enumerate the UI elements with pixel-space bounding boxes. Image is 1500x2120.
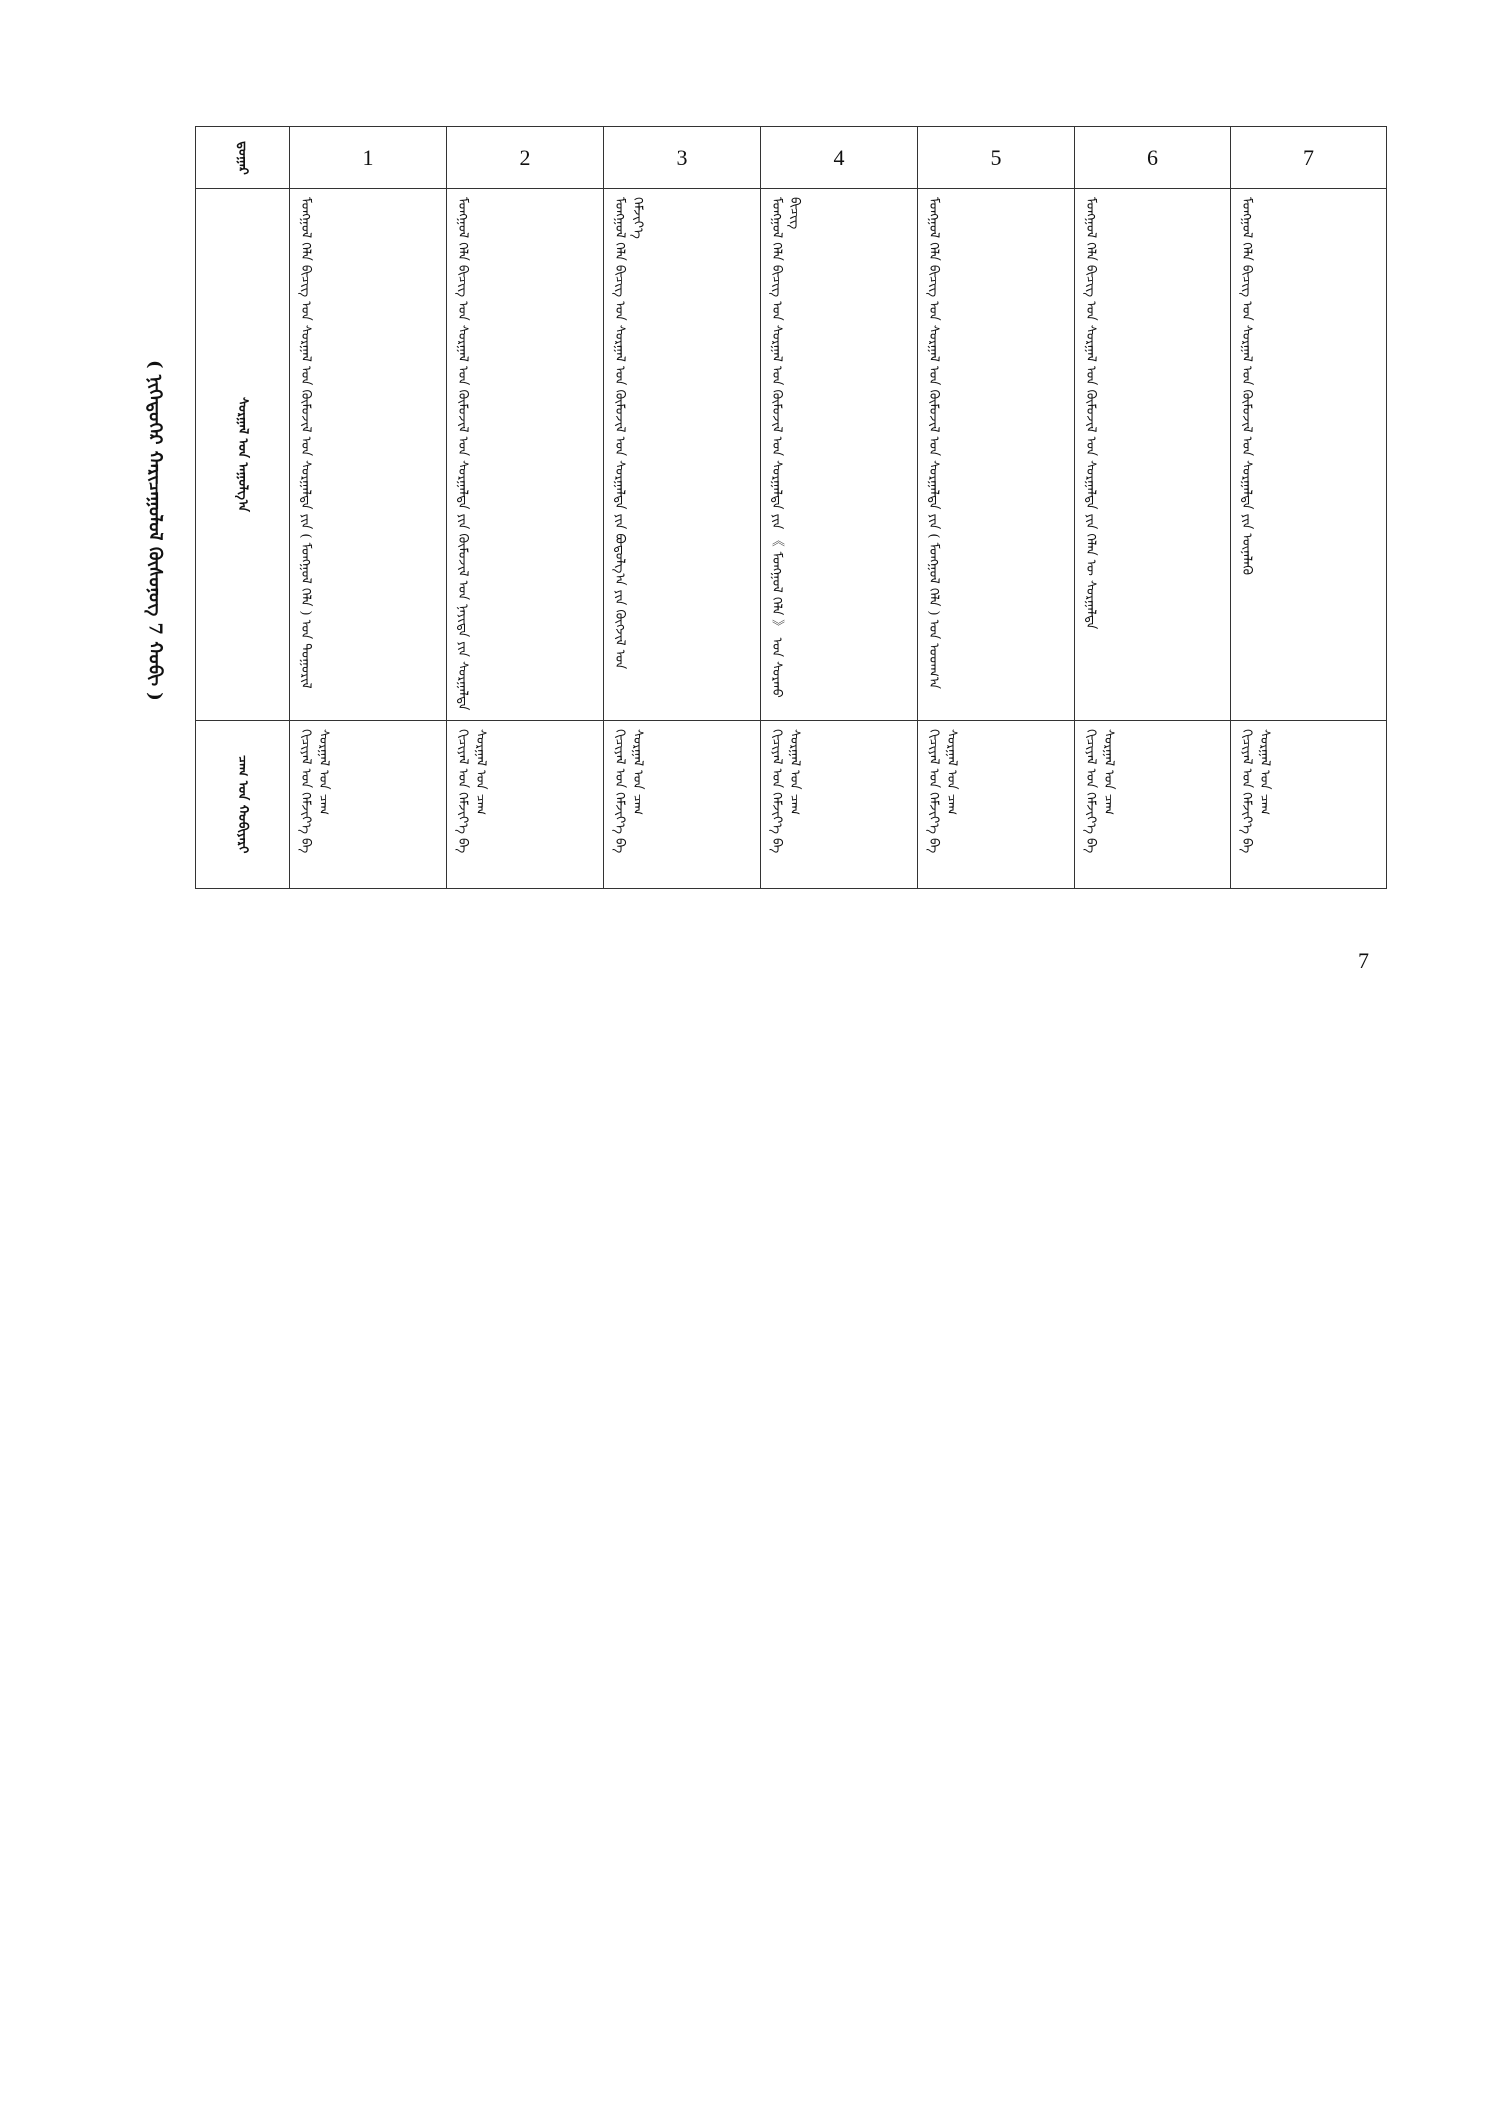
- column-number: 6: [1075, 127, 1231, 189]
- course-table: [195, 126, 1387, 889]
- hours-cell: [761, 721, 918, 889]
- column-number: 7: [1231, 127, 1387, 189]
- hours-header-cell: [196, 721, 290, 889]
- table-content-row: [196, 189, 1387, 721]
- content-cell: [290, 189, 447, 721]
- table-caption: ( ᠨᠢᠭᠡᠳᠦᠭᠡᠷ ᠬᠠᠷᠢᠴᠠᠭᠤᠯᠤᠯ ᠬᠦᠰᠦᠨᠦᠭ 7 ᠬᠤᠪᠢ ): [144, 359, 166, 701]
- hours-text: ᠬᠢᠴᠢᠶᠡᠯ ᠤᠨ ᠬᠡᠮᠵᠢᠶ᠎ᠡ ᠪᠠ ᠰᠤᠷᠭᠠᠯ ᠤᠨ ᠴᠠᠭ: [1083, 729, 1116, 858]
- hours-text: ᠬᠢᠴᠢᠶᠡᠯ ᠤᠨ ᠬᠡᠮᠵᠢᠶ᠎ᠡ ᠪᠠ ᠰᠤᠷᠭᠠᠯ ᠤᠨ ᠴᠠᠭ: [926, 729, 959, 858]
- content-cell: [761, 189, 918, 721]
- hours-header-label: ᠴᠠᠭ ᠤᠨ ᠬᠤᠪᠢᠶᠠᠷᠢ: [235, 755, 250, 854]
- hours-cell: [1075, 721, 1231, 889]
- content-text: ᠮᠣᠩᠭᠣᠯ ᠬᠡᠯᠡ ᠪᠢᠴᠢᠭ ᠤᠨ ᠰᠤᠷᠭᠠᠯ ᠤᠨ ᠬᠦᠮᠦᠵᠢᠯ ᠤᠨ ᠰᠤᠷᠭᠠᠯᠲᠠ ᠶᠢᠨ ᠪᠣᠳᠣᠯᠭ᠎ᠠ ᠶᠢᠨ ᠬᠥᠭᠵᠢᠯ ᠤᠨ ᠬᠡᠮᠵᠢᠶ᠎ᠡ: [612, 197, 645, 674]
- content-text: ᠮᠣᠩᠭᠣᠯ ᠬᠡᠯᠡ ᠪᠢᠴᠢᠭ ᠤᠨ ᠰᠤᠷᠭᠠᠯ ᠤᠨ ᠬᠦᠮᠦᠵᠢᠯ ᠤᠨ ᠰᠤᠷᠭᠠᠯᠲᠠ ᠶᠢᠨ ᠬᠦᠮᠦᠵᠢᠯ ᠤᠨ ᠨᠡᠶᠢᠲᠡ ᠶᠢᠨ ᠰᠤᠷᠭᠠᠯᠲᠠ: [455, 197, 470, 711]
- hours-cell: [1231, 721, 1387, 889]
- hours-text: ᠬᠢᠴᠢᠶᠡᠯ ᠤᠨ ᠬᠡᠮᠵᠢᠶ᠎ᠡ ᠪᠠ ᠰᠤᠷᠭᠠᠯ ᠤᠨ ᠴᠠᠭ: [455, 729, 488, 858]
- hours-cell: [447, 721, 604, 889]
- content-cell: [1231, 189, 1387, 721]
- hours-cell: [290, 721, 447, 889]
- hours-text: ᠬᠢᠴᠢᠶᠡᠯ ᠤᠨ ᠬᠡᠮᠵᠢᠶ᠎ᠡ ᠪᠠ ᠰᠤᠷᠭᠠᠯ ᠤᠨ ᠴᠠᠭ: [298, 729, 331, 858]
- content-text: ᠮᠣᠩᠭᠣᠯ ᠬᠡᠯᠡ ᠪᠢᠴᠢᠭ ᠤᠨ ᠰᠤᠷᠭᠠᠯ ᠤᠨ ᠬᠦᠮᠦᠵᠢᠯ ᠤᠨ ᠰᠤᠷᠭᠠᠯᠲᠠ ᠶᠢᠨ ( ᠮᠣᠩᠭᠣᠯ ᠬᠡᠯᠡ ) ᠤᠨ ᠲᠤᠭᠤᠷᠢᠯ: [298, 197, 313, 689]
- hours-text: ᠬᠢᠴᠢᠶᠡᠯ ᠤᠨ ᠬᠡᠮᠵᠢᠶ᠎ᠡ ᠪᠠ ᠰᠤᠷᠭᠠᠯ ᠤᠨ ᠴᠠᠭ: [1239, 729, 1272, 858]
- column-number: 3: [604, 127, 761, 189]
- column-number: 5: [918, 127, 1075, 189]
- content-text: ᠮᠣᠩᠭᠣᠯ ᠬᠡᠯᠡ ᠪᠢᠴᠢᠭ ᠤᠨ ᠰᠤᠷᠭᠠᠯ ᠤᠨ ᠬᠦᠮᠦᠵᠢᠯ ᠤᠨ ᠰᠤᠷᠭᠠᠯᠲᠠ ᠶᠢᠨ 《 ᠮᠣᠩᠭᠣᠯ ᠬᠡᠯᠡ 》 ᠤᠨ ᠰᠤᠷᠬᠤ ᠪᠢᠴᠢᠭ: [769, 197, 802, 702]
- content-header-cell: [196, 189, 290, 721]
- content-text: ᠮᠣᠩᠭᠣᠯ ᠬᠡᠯᠡ ᠪᠢᠴᠢᠭ ᠤᠨ ᠰᠤᠷᠭᠠᠯ ᠤᠨ ᠬᠦᠮᠦᠵᠢᠯ ᠤᠨ ᠰᠤᠷᠭᠠᠯᠲᠠ ᠶᠢᠨ ᠦᠨᠡᠯᠡᠬᠦ: [1239, 197, 1254, 576]
- header-corner-label: ᠳ᠋ᠤᠭᠠᠷ: [235, 140, 250, 175]
- content-cell: [604, 189, 761, 721]
- content-cell: [1075, 189, 1231, 721]
- column-number: 2: [447, 127, 604, 189]
- hours-cell: [918, 721, 1075, 889]
- header-corner-cell: [196, 127, 290, 189]
- content-header-label: ᠰᠤᠷᠭᠠᠯ ᠤᠨ ᠠᠭᠤᠯᠭ᠎ᠠ: [235, 396, 250, 512]
- content-cell: [918, 189, 1075, 721]
- hours-cell: [604, 721, 761, 889]
- column-number: 1: [290, 127, 447, 189]
- table-hours-row: [196, 721, 1387, 889]
- hours-text: ᠬᠢᠴᠢᠶᠡᠯ ᠤᠨ ᠬᠡᠮᠵᠢᠶ᠎ᠡ ᠪᠠ ᠰᠤᠷᠭᠠᠯ ᠤᠨ ᠴᠠᠭ: [769, 729, 802, 858]
- column-number: 4: [761, 127, 918, 189]
- content-text: ᠮᠣᠩᠭᠣᠯ ᠬᠡᠯᠡ ᠪᠢᠴᠢᠭ ᠤᠨ ᠰᠤᠷᠭᠠᠯ ᠤᠨ ᠬᠦᠮᠦᠵᠢᠯ ᠤᠨ ᠰᠤᠷᠭᠠᠯᠲᠠ ᠶᠢᠨ ᠬᠡᠯᠡᠨ ᠦ ᠰᠤᠷᠭᠠᠯᠲᠠ: [1083, 197, 1098, 630]
- table-number-row: [196, 127, 1387, 189]
- content-cell: [447, 189, 604, 721]
- content-text: ᠮᠣᠩᠭᠣᠯ ᠬᠡᠯᠡ ᠪᠢᠴᠢᠭ ᠤᠨ ᠰᠤᠷᠭᠠᠯ ᠤᠨ ᠬᠦᠮᠦᠵᠢᠯ ᠤᠨ ᠰᠤᠷᠭᠠᠯᠲᠠ ᠶᠢᠨ ( ᠮᠣᠩᠭᠣᠯ ᠬᠡᠯᠡ ) ᠤᠨ ᠤᠳᠬ᠎ᠠ: [926, 197, 941, 689]
- page-number: 7: [1358, 948, 1369, 973]
- hours-text: ᠬᠢᠴᠢᠶᠡᠯ ᠤᠨ ᠬᠡᠮᠵᠢᠶ᠎ᠡ ᠪᠠ ᠰᠤᠷᠭᠠᠯ ᠤᠨ ᠴᠠᠭ: [612, 729, 645, 858]
